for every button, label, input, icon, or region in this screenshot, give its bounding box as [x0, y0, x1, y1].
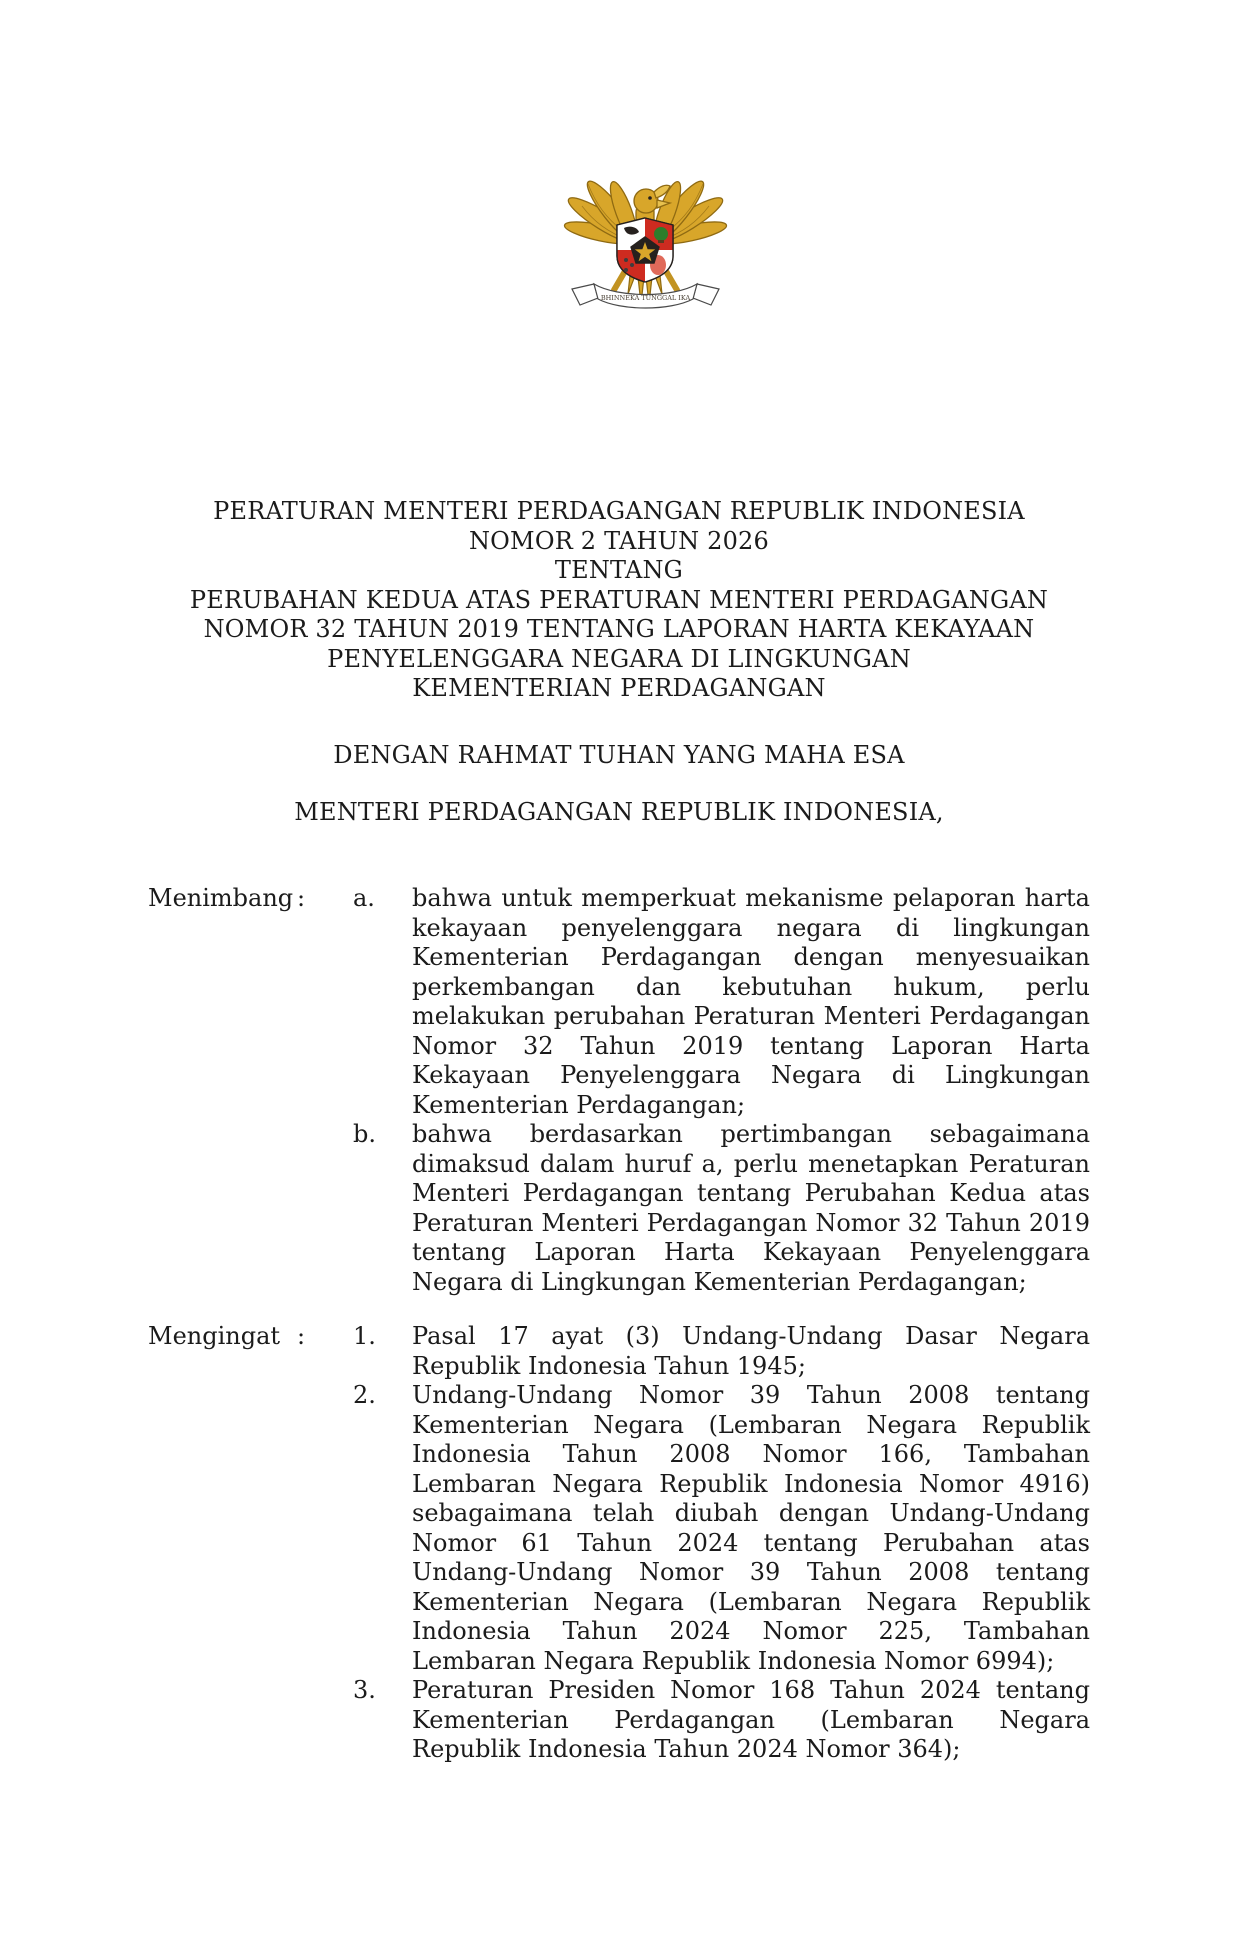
section-mengingat [148, 1322, 1090, 1765]
item-marker: a. [353, 884, 375, 912]
legal-basis-item-2 [353, 1381, 1090, 1676]
garuda-pancasila-emblem [558, 148, 733, 314]
section-label: Menimbang [148, 884, 294, 912]
item-text: Peraturan Presiden Nomor 168 Tahun 2024 tentang Kementerian Perdagangan (Lembaran Negara Republik Indonesia Tahun 2024 Nomor 364); [412, 1676, 1090, 1763]
title-line: KEMENTERIAN PERDAGANGAN [412, 674, 826, 702]
legal-basis-item-1 [353, 1322, 1090, 1381]
item-marker: b. [353, 1120, 376, 1148]
pancasila-shield-icon [617, 218, 673, 282]
section-colon: : [297, 884, 306, 912]
item-text: Undang-Undang Nomor 39 Tahun 2008 tentang Kementerian Negara (Lembaran Negara Republik Indonesia Tahun 2008 Nomor 166, Tambahan Lembaran Negara Republik Indonesia Nomor 4916) sebagaimana telah diubah dengan Undang-Undang Nomor 61 Tahun 2024 tentang Perubahan atas Undang-Undang Nomor 39 Tahun 2008 tentang Kementerian Negara (Lembaran Negara Republik Indonesia Tahun 2024 Nomor 225, Tambahan Lembaran Negara Republik Indonesia Nomor 6994); [412, 1381, 1090, 1675]
title-line: PERUBAHAN KEDUA ATAS PERATURAN MENTERI PERDAGANGAN [189, 585, 1049, 614]
item-marker: 2. [353, 1381, 376, 1409]
motto-text: BHINNEKA TUNGGAL IKA [600, 294, 691, 302]
title-line: TENTANG [554, 556, 684, 584]
item-text: bahwa untuk memperkuat mekanisme pelaporan harta kekayaan penyelenggara negara di lingkungan Kementerian Perdagangan dengan menyesuaikan perkembangan dan kebutuhan hukum, perlu melakukan perubahan Peraturan Menteri Perdagangan Nomor 32 Tahun 2019 tentang Laporan Harta Kekayaan Penyelenggara Negara di Lingkungan Kementerian Perdagangan; [412, 884, 1090, 1119]
item-marker: 3. [353, 1676, 376, 1704]
legal-basis-item-3 [353, 1676, 1090, 1765]
authority-line: MENTERI PERDAGANGAN REPUBLIK INDONESIA, [294, 798, 944, 826]
item-text: bahwa berdasarkan pertimbangan sebagaimana dimaksud dalam huruf a, perlu menetapkan Peraturan Menteri Perdagangan tentang Perubahan Kedua atas Peraturan Menteri Perdagangan Nomor 32 Tahun 2019 tentang Laporan Harta Kekayaan Penyelenggara Negara di Lingkungan Kementerian Perdagangan; [412, 1120, 1090, 1296]
section-menimbang [148, 884, 1090, 1297]
title-block [148, 497, 1090, 828]
title-line: PENYELENGGARA NEGARA DI LINGKUNGAN [327, 644, 911, 673]
title-line: NOMOR 2 TAHUN 2026 [468, 526, 769, 555]
consideration-item-a [353, 884, 1090, 1120]
motto-ribbon-icon [572, 284, 719, 308]
title-line: PERATURAN MENTERI PERDAGANGAN REPUBLIK INDONESIA [213, 497, 1025, 525]
invocation-line: DENGAN RAHMAT TUHAN YANG MAHA ESA [333, 740, 905, 769]
section-items [353, 1322, 1090, 1765]
item-text: Pasal 17 ayat (3) Undang-Undang Dasar Negara Republik Indonesia Tahun 1945; [412, 1322, 1090, 1380]
title-line: NOMOR 32 TAHUN 2019 TENTANG LAPORAN HARTA KEKAYAAN [203, 615, 1035, 643]
document-body [148, 884, 1090, 1765]
section-colon: : [297, 1322, 306, 1350]
consideration-item-b [353, 1120, 1090, 1297]
section-label: Mengingat [148, 1322, 281, 1350]
item-marker: 1. [353, 1322, 376, 1350]
section-items [353, 884, 1090, 1297]
